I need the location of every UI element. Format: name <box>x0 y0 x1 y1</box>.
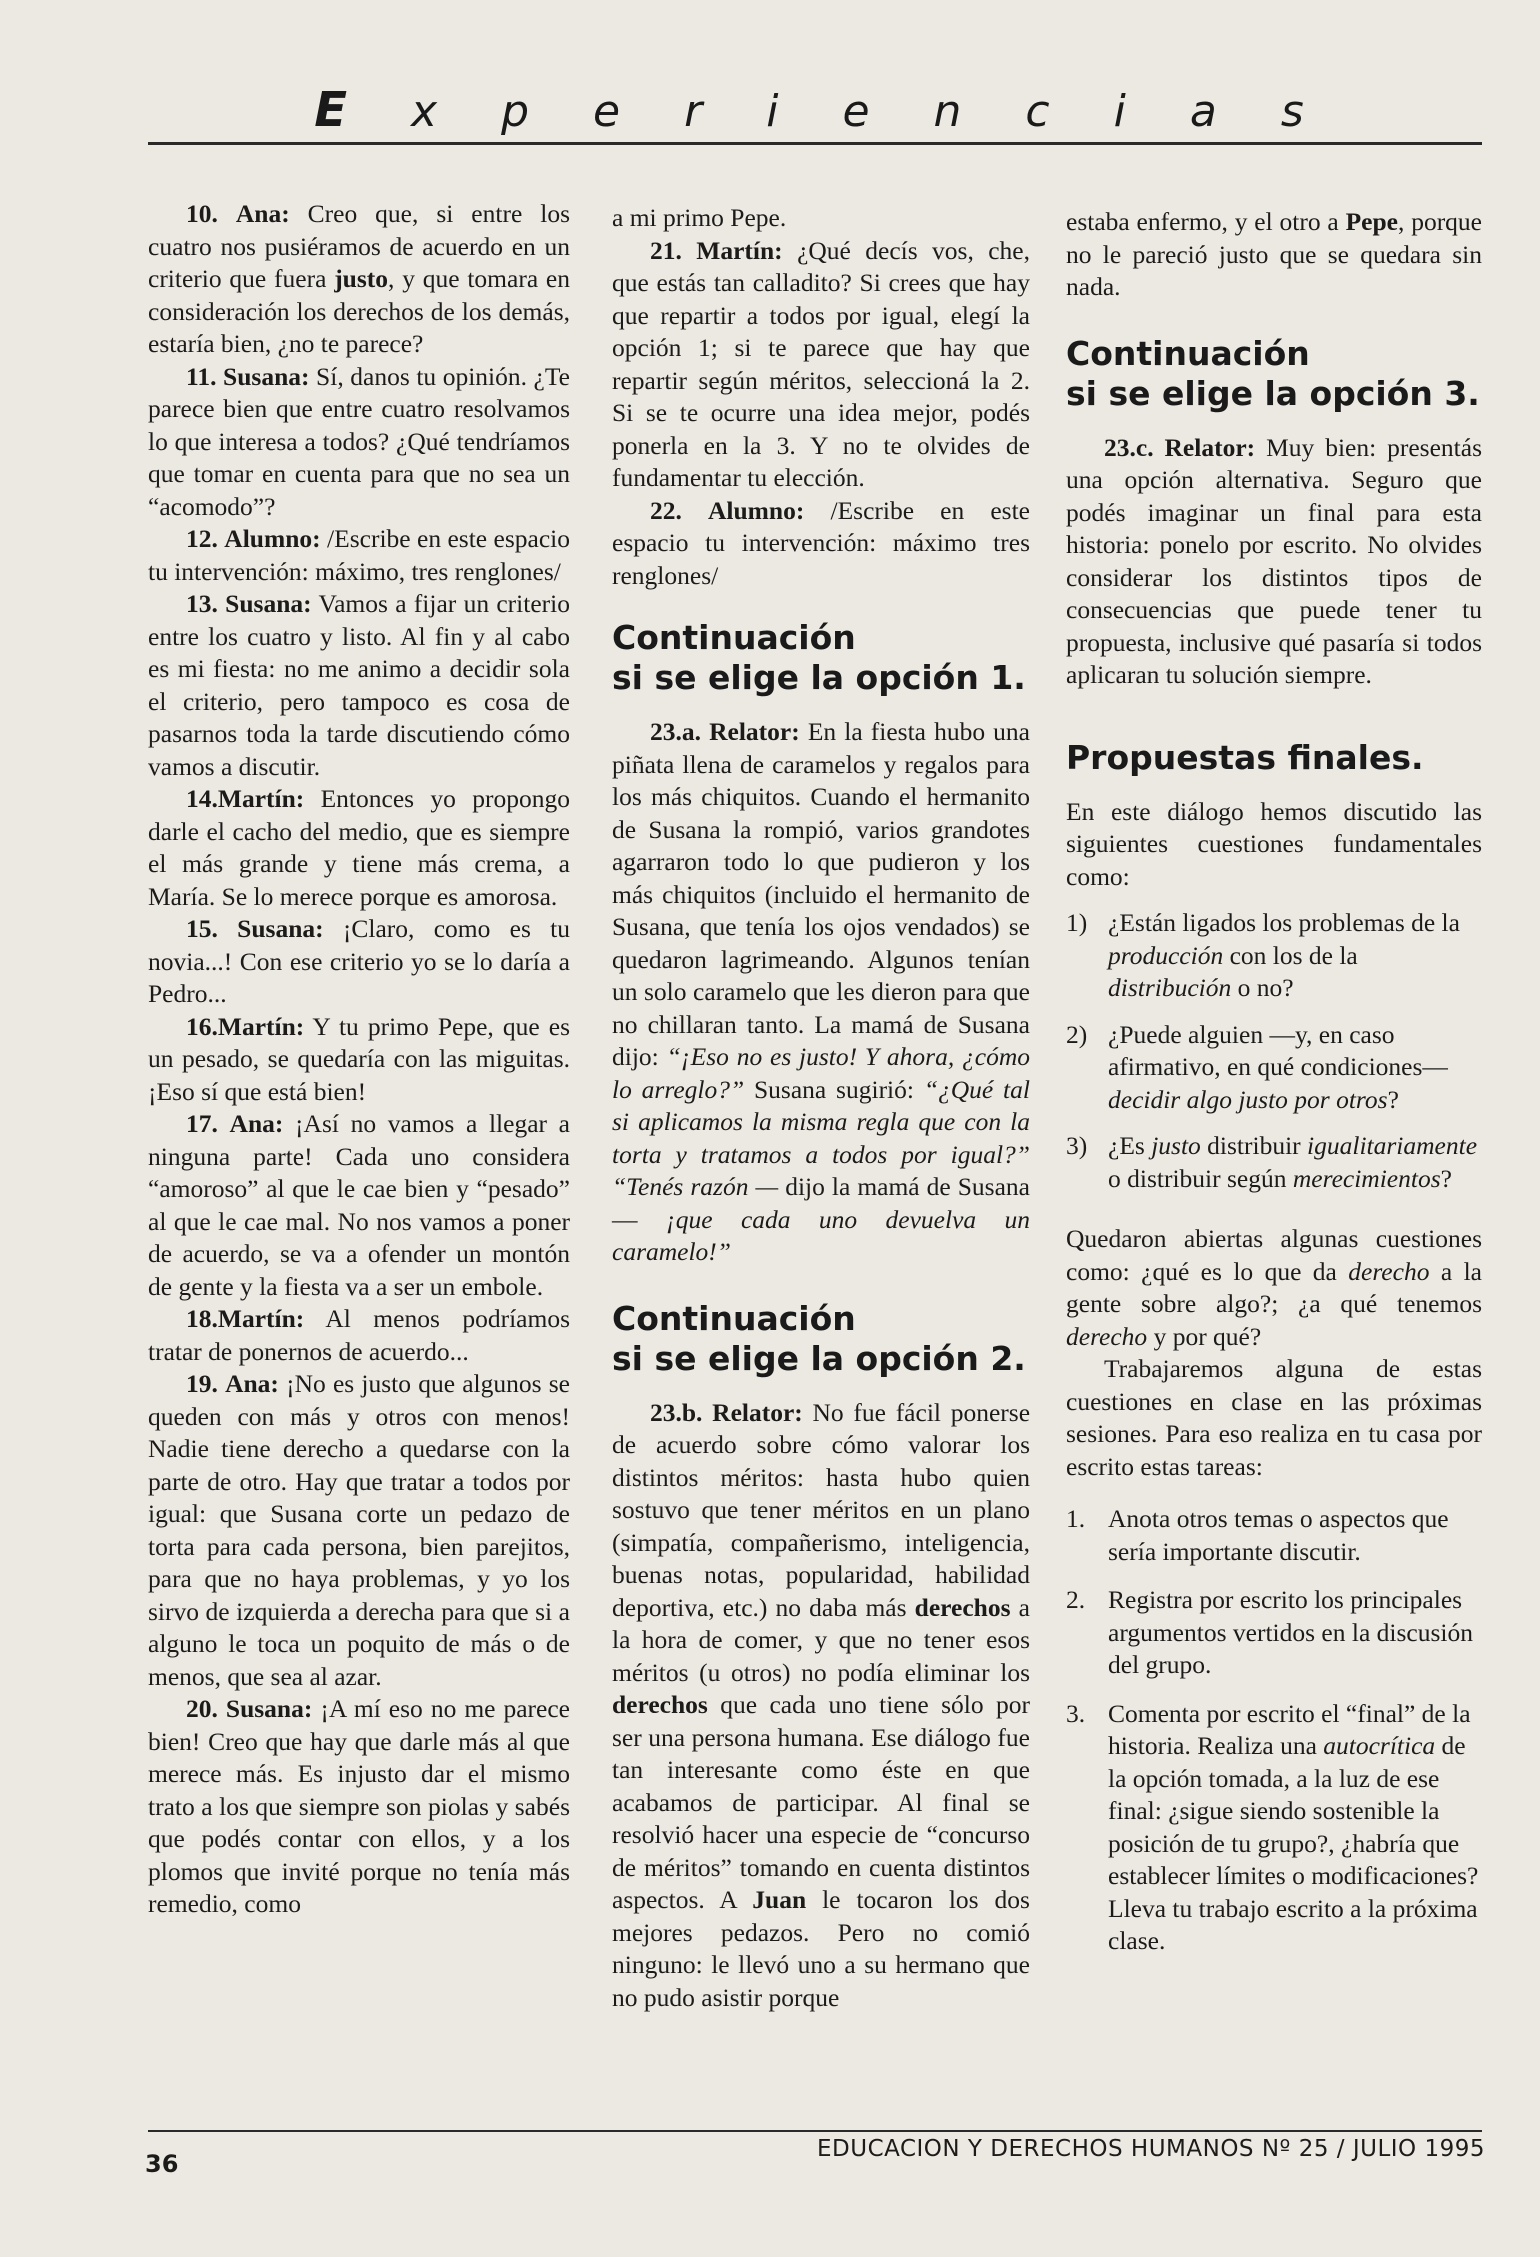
narrator-paragraph: 23.b. Relator: No fue fácil ponerse de acuerdo sobre cómo valorar los distintos méritos: hasta hubo quien sostuvo que tener méritos en un plano (simpatía, compañerismo, inteligencia, buenas notas, popularidad, habilidad deportiva, etc.) no daba más derechos a la hora de comer, y que no tener esos méritos (u otros) no podía eliminar los derechos que cada uno tiene sólo por ser una persona humana. Ese diálogo fue tan interesante como éste en que acabamos de participar. Al final se resolvió hacer una especie de “concurso de méritos” tomando en cuenta distintos aspectos. A Juan le tocaron los dos mejores pedazos. Pero no comió ninguno: le llevó uno a su hermano que no pudo asistir porque <box>612 1397 1031 2012</box>
column-2 <box>612 202 1030 2014</box>
narrator-continuation: estaba enfermo, y el otro a Pepe, porque no le pareció justo que se quedara sin nada. <box>1066 207 1482 301</box>
column-1 <box>148 198 570 1921</box>
dialogue-continuation: a mi primo Pepe. <box>612 203 787 232</box>
header-letter: i <box>766 86 791 137</box>
narrator-paragraph: 23.a. Relator: En la fiesta hubo una piñata llena de caramelos y regalos para los más chiquitos. Cuando el hermanito de Susana la rompió, varios grandotes agarraron todo lo que pudieron y los más chiquitos (incluido el hermanito de Susana, que tenía los ojos vendados) se quedaron lagrimeando. Algunos tenían un solo caramelo que les dieron para que no chillaran tanto. La mamá de Susana dijo: “¡Eso no es justo! Y ahora, ¿cómo lo arreglo?” Susana sugirió: “¿Qué tal si aplicamos la misma regla que con la torta y tratamos a todos por igual?” “Tenés razón — dijo la mamá de Susana— ¡que cada uno devuelva un caramelo!” <box>612 717 1031 1266</box>
header-rule <box>148 142 1482 145</box>
header-letter: x <box>411 86 450 137</box>
dialogue-paragraph: 12. Alumno: /Escribe en este espacio tu intervención: máximo, tres renglones/ <box>148 524 570 586</box>
dialogue-paragraph: 10. Ana: Creo que, si entre los cuatro nos pusiéramos de acuerdo en un criterio que fuera justo, y que tomara en consideración los derechos de los demás, estaría bien, ¿no te parece? <box>148 199 571 358</box>
dialogue-paragraph: 13. Susana: Vamos a fijar un criterio entre los cuatro y listo. Al fin y al cabo es mi fiesta: no me animo a decidir sola el criterio, pero tampoco es cosa de pasarnos toda la tarde discutiendo cómo vamos a discutir. <box>148 589 570 781</box>
question-list <box>1066 907 1482 1195</box>
header-letter: p <box>501 86 542 137</box>
publication-footer: EDUCACION Y DERECHOS HUMANOS Nº 25 / JULIO 1995 <box>817 2136 1485 2162</box>
narrator-paragraph: 23.c. Relator: Muy bien: presentás una opción alternativa. Seguro que podés imaginar un final para esta historia: ponelo por escrito. No olvides considerar los distintos tipos de consecuencias que puede tener tu propuesta, inclusive qué pasaría si todos aplicaran tu solución siempre. <box>1066 432 1482 689</box>
task-list <box>1066 1503 1482 1958</box>
section-heading: Continuación si se elige la opción 3. <box>1066 333 1480 413</box>
intro-paragraph: En este diálogo hemos discutido las siguientes cuestiones fundamentales como: <box>1066 796 1482 891</box>
dialogue-paragraph: 14.Martín: Entonces yo propongo darle el cacho del medio, que es siempre el más grande y tiene más crema, a María. Se lo merece porque es amorosa. <box>148 784 570 911</box>
dialogue-paragraph: 18.Martín: Al menos podríamos tratar de ponernos de acuerdo... <box>148 1304 570 1366</box>
list-item: 3. Comenta por escrito el “final” de la historia. Realiza una autocrítica de la opción tomada, a la luz de ese final: ¿sigue siendo sostenible la posición de tu grupo?, ¿habría que establecer límites o modificaciones? Lleva tu trabajo escrito a la próxima clase. <box>1066 1698 1479 1955</box>
dialogue-paragraph: 11. Susana: Sí, danos tu opinión. ¿Te parece bien que entre cuatro resolvamos lo que interesa a todos? ¿Qué tendríamos que tomar en cuenta para que no sea un “acomodo”? <box>148 361 570 521</box>
column-3 <box>1066 206 1482 1958</box>
section-heading: Continuación si se elige la opción 1. <box>612 618 1026 697</box>
header-letter: c <box>1025 86 1062 137</box>
header-letter: E <box>314 82 360 138</box>
page-number: 36 <box>145 2150 179 2178</box>
header-letter: e <box>593 86 633 137</box>
section-heading: Continuación si se elige la opción 2. <box>612 1298 1026 1378</box>
dialogue-paragraph: 19. Ana: ¡No es justo que algunos se queden con más y otros con menos! Nadie tiene derecho a quedarse con la parte de otro. Hay que tratar a todos por igual: que Susana corte un pedazo de torta para cada persona, bien parejitos, para que no haya problemas, y yo los sirvo de izquierda a derecha para que si a alguno le toca un poquito de más o de menos, que sea al azar. <box>148 1369 570 1691</box>
list-item: 1) ¿Están ligados los problemas de la producción con los de la distribución o no? <box>1066 908 1460 1002</box>
header-letter: s <box>1280 86 1316 137</box>
list-item: 2. Registra por escrito los principales argumentos vertidos en la discusión del grupo. <box>1066 1585 1473 1679</box>
list-item: 3) ¿Es justo distribuir igualitariamente o distribuir según merecimientos? <box>1066 1131 1478 1193</box>
dialogue-paragraph: 21. Martín: ¿Qué decís vos, che, que estás tan calladito? Si crees que hay que repartir a todos por igual, elegí la opción 1; si te parece que hay que repartir según méritos, seleccioná la 2. Si se te ocurre una idea mejor, podés ponerla en la 3. Y no te olvides de fundamentar tu elección. <box>612 235 1031 492</box>
header-letter: i <box>1113 86 1138 137</box>
dialogue-paragraph: 17. Ana: ¡Así no vamos a llegar a ninguna parte! Cada uno considera “amoroso” al que le cae bien y “pesado” al que le cae mal. No nos vamos a poner de acuerdo, se va a ofender un montón de gente y la fiesta va a ser un embole. <box>148 1109 570 1301</box>
header-letter: r <box>684 86 715 137</box>
work-paragraph: Trabajaremos alguna de estas cuestiones en clase en las próximas sesiones. Para eso realiza en tu casa por escrito estas tareas: <box>1066 1354 1482 1481</box>
header-letter: e <box>842 86 882 137</box>
list-item: 1. Anota otros temas o aspectos que sería importante discutir. <box>1066 1504 1449 1566</box>
header-letter: n <box>933 86 974 137</box>
section-heading: Propuestas finales. <box>1066 737 1424 777</box>
footer-rule <box>148 2130 1482 2132</box>
section-header <box>150 82 1480 138</box>
list-item: 2) ¿Puede alguien —y, en caso afirmativo, en qué condiciones— decidir algo justo por otros? <box>1066 1019 1448 1114</box>
open-questions-paragraph: Quedaron abiertas algunas cuestiones como: ¿qué es lo que da derecho a la gente sobre algo?; ¿a qué tenemos derecho y por qué? <box>1066 1224 1482 1351</box>
dialogue-paragraph: 16.Martín: Y tu primo Pepe, que es un pesado, se quedaría con las miguitas. ¡Eso sí que está bien! <box>148 1011 570 1106</box>
dialogue-paragraph: 22. Alumno: /Escribe en este espacio tu intervención: máximo tres renglones/ <box>612 495 1030 590</box>
dialogue-paragraph: 15. Susana: ¡Claro, como es tu novia...! Con ese criterio yo se lo daría a Pedro... <box>148 914 570 1008</box>
dialogue-paragraph: 20. Susana: ¡A mí eso no me parece bien! Creo que hay que darle más al que merece más. Es injusto dar el mismo trato a los que siempre son piolas y sabés que podés contar con ellos, y a los plomos que invité porque no tenía más remedio, como <box>148 1694 571 1918</box>
header-letter: a <box>1189 86 1229 137</box>
